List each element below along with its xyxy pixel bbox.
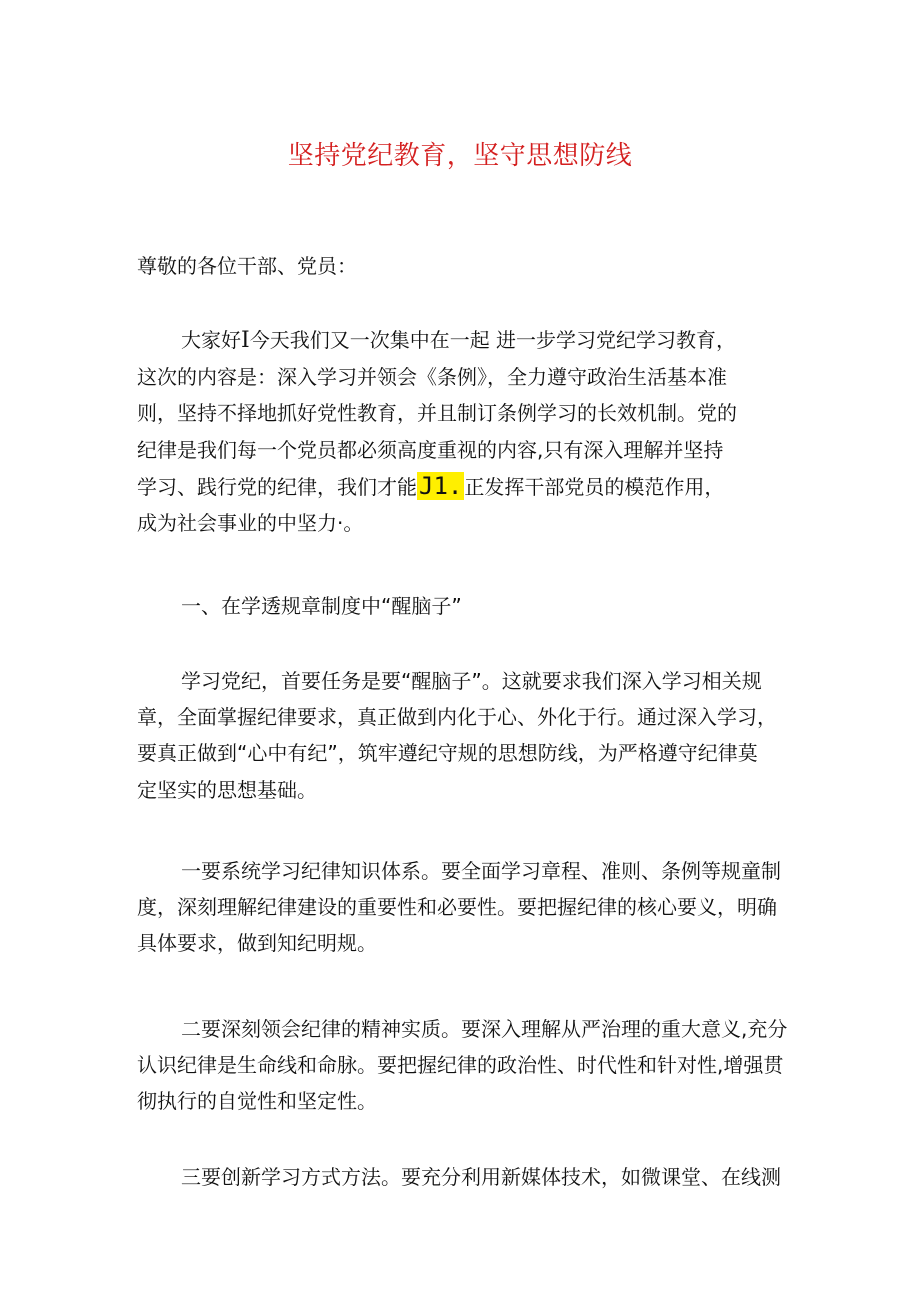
paragraph-line: 度，深刻理解纪律建设的重要性和必要性。要把握纪律的核心要义，明确 [137, 895, 777, 920]
paragraph-line: 具体要求，做到知纪明规。 [137, 931, 377, 956]
intro-line [137, 322, 793, 359]
intro-paragraph [137, 322, 793, 541]
paragraph-line: 一要系统学习纪律知识体系。要全面学习章程、准则、条例等规童制 [181, 859, 781, 883]
intro-line: 则，坚持不择地抓好党性教育，并且制订条例学习的长效机制。党的 [137, 401, 737, 426]
section-heading-text: 一、在学透规章制度中“醒脑子” [181, 594, 462, 618]
intro-line: 这次的内容是：深入学习并领会《条例》，全力遵守政治生活基本准 [137, 365, 727, 390]
paragraph-line: 三要创新学习方式方法。要充分利用新媒体技术，如微课堂、在线测 [181, 1165, 781, 1189]
salutation: 尊敬的各位干部、党员： [137, 254, 357, 278]
intro-line-text: 正发挥干部党员的模范作用， [464, 474, 725, 499]
paragraph-line: 彻执行的自觉性和坚定性。 [137, 1089, 377, 1114]
intro-line: 成为社会事业的中坚力·。 [137, 511, 364, 536]
intro-line-text: 大家好 [181, 328, 241, 352]
body-paragraph [137, 663, 793, 808]
section-heading [137, 588, 793, 624]
paragraph-line: 学习党纪，首要任务是要“醒脑子”。这就要求我们深入学习相关规 [181, 669, 762, 693]
intro-line-text: 学习、践行党的纪律，我们才能 [137, 474, 417, 499]
paragraph-line: 章，全面掌握纪律要求，真正做到内化于心、外化于行。通过深入学习， [137, 705, 777, 730]
body-paragraph [137, 1159, 793, 1195]
body-paragraph [137, 853, 793, 962]
intro-line-text: 今天我们又一次集中在一起 进一步学习党纪学习教育， [249, 328, 737, 352]
paragraph-line: 定坚实的思想基础。 [137, 777, 317, 802]
intro-line [137, 468, 793, 505]
body-paragraph [137, 1011, 793, 1120]
paragraph-line: 认识纪律是生命线和命脉。要把握纪律的政治性、时代性和针对性,增强贯 [137, 1053, 784, 1078]
paragraph-line: 二要深刻领会纪律的精神实质。要深入理解从严治理的重大意义,充分 [181, 1017, 788, 1041]
paragraph-line: 要真正做到“心中有纪”，筑牢遵纪守规的思想防线，为严格遵守纪律莫 [137, 741, 758, 766]
ocr-glyph: I [241, 328, 250, 353]
intro-line: 纪律是我们每一个党员都必须高度重视的内容,只有深入理解并坚持 [137, 437, 724, 462]
document-title: 坚持党纪教育，坚守思想防线 [287, 141, 633, 171]
highlighted-text: J1. [419, 471, 463, 500]
